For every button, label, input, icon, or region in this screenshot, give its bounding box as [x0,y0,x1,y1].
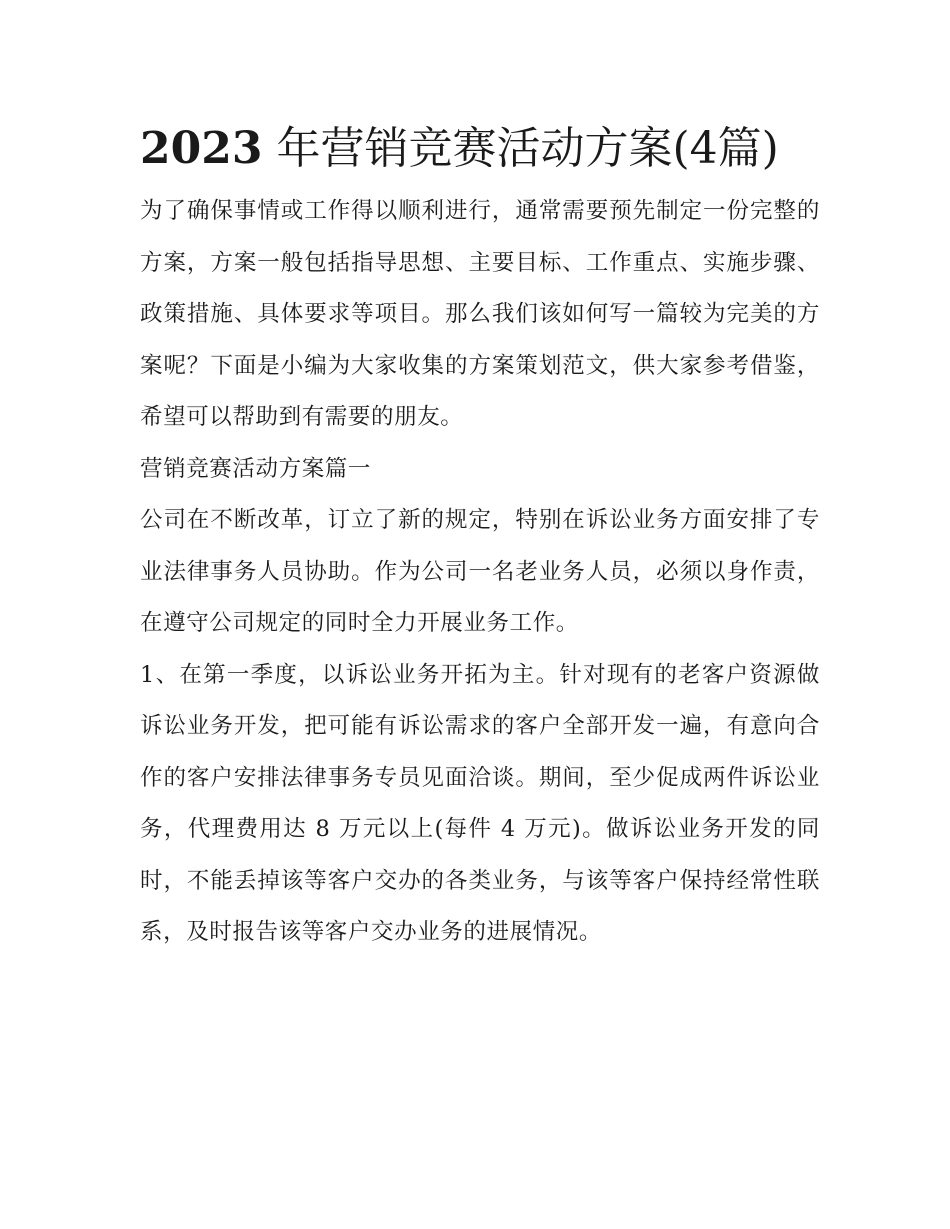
title-text: 年营销竞赛活动方案(4篇) [262,123,779,174]
document-page [140,112,820,959]
intro-paragraph: 为了确保事情或工作得以顺利进行，通常需要预先制定一份完整的方案，方案一般包括指导思想、主要目标、工作重点、实施步骤、政策措施、具体要求等项目。那么我们该如何写一篇较为完美的方案呢？下面是小编为大家收集的方案策划范文，供大家参考借鉴，希望可以帮助到有需要的朋友。 [140,198,820,430]
title-year: 2023 [140,123,263,174]
body-paragraph-1: 公司在不断改革，订立了新的规定，特别在诉讼业务方面安排了专业法律事务人员协助。作为公司一名老业务人员，必须以身作责，在遵守公司规定的同时全力开展业务工作。 [140,507,820,636]
body-paragraph-2: 1、在第一季度，以诉讼业务开拓为主。针对现有的老客户资源做诉讼业务开发，把可能有诉讼需求的客户全部开发一遍，有意向合作的客户安排法律事务专员见面洽谈。期间，至少促成两件诉讼业务，代理费用达 8 万元以上(每件 4 万元)。做诉讼业务开发的同时，不能丢掉该等客户交办的各类业务，与该等客户保持经常性联系，及时报告该等客户交办业务的进展情况。 [140,661,820,945]
section-heading: 营销竞赛活动方案篇一 [140,455,372,482]
document-title [140,112,820,186]
